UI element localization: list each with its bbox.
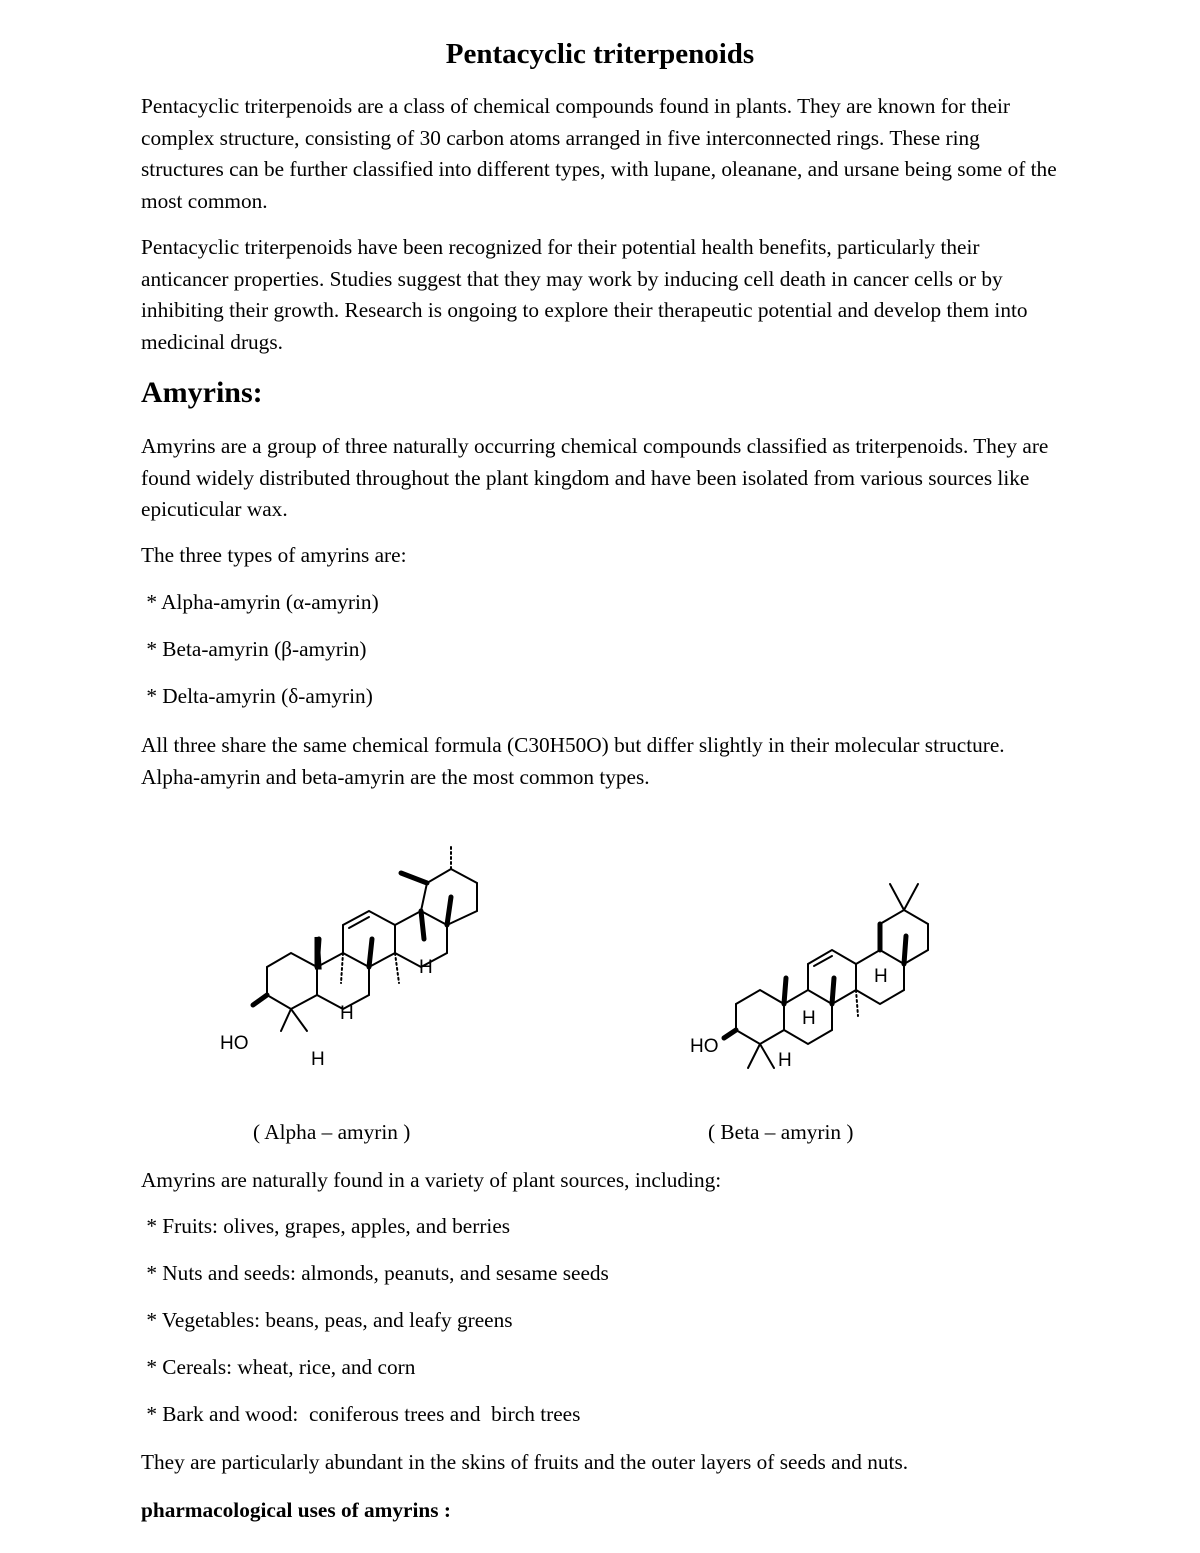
list-item-fruits: * Fruits: olives, grapes, apples, and berries	[141, 1214, 511, 1238]
beta-ho-label: HO	[690, 1036, 719, 1057]
section-heading-amyrins: Amyrins:	[141, 376, 263, 409]
formula-paragraph: All three share the same chemical formula (C30H50O) but differ slightly in their molecular structure. Alpha-amyrin and beta-amyrin are the most common types.	[141, 733, 1005, 789]
list-item-nuts: * Nuts and seeds: almonds, peanuts, and sesame seeds	[141, 1261, 609, 1285]
alpha-h-label-3: H	[419, 957, 433, 978]
pharmacology-heading: pharmacological uses of amyrins :	[141, 1498, 451, 1522]
list-item-delta: * Delta-amyrin (δ-amyrin)	[141, 684, 373, 708]
alpha-ho-label: HO	[220, 1033, 249, 1054]
sources-intro: Amyrins are naturally found in a variety of plant sources, including:	[141, 1168, 722, 1192]
amyrins-paragraph: Amyrins are a group of three naturally occurring chemical compounds classified as triterpenoids. They are found widely distributed throughout the plant kingdom and have been isolated from various sources like epicuticular wax.	[141, 434, 1049, 522]
alpha-amyrin-caption: ( Alpha – amyrin )	[253, 1120, 411, 1144]
intro-paragraph-1: Pentacyclic triterpenoids are a class of chemical compounds found in plants. They are known for their complex structure, consisting of 30 carbon atoms arranged in five interconnected rings. These ring structures can be further classified into different types, with lupane, oleanane, and ursane being some of the most common.	[141, 94, 1057, 214]
alpha-h-label-2: H	[340, 1003, 354, 1024]
alpha-amyrin-structure	[215, 855, 505, 1075]
intro-paragraph-2: Pentacyclic triterpenoids have been recognized for their potential health benefits, particularly their anticancer properties. Studies suggest that they may work by inducing cell death in cancer cells or by inhibiting their growth. Research is ongoing to explore their therapeutic potential and develop them into medicinal drugs.	[141, 235, 1028, 355]
list-item-cereals: * Cereals: wheat, rice, and corn	[141, 1355, 416, 1379]
beta-amyrin-structure	[690, 880, 950, 1080]
beta-h-label-1: H	[778, 1050, 792, 1071]
beta-h-label-3: H	[874, 966, 888, 987]
list-item-bark: * Bark and wood: coniferous trees and birch trees	[141, 1402, 581, 1426]
types-intro: The three types of amyrins are:	[141, 543, 407, 567]
beta-amyrin-caption: ( Beta – amyrin )	[708, 1120, 854, 1144]
sources-closing: They are particularly abundant in the skins of fruits and the outer layers of seeds and nuts.	[141, 1450, 909, 1474]
list-item-vegetables: * Vegetables: beans, peas, and leafy greens	[141, 1308, 513, 1332]
page-title: Pentacyclic triterpenoids	[445, 38, 755, 70]
beta-h-label-2: H	[802, 1008, 816, 1029]
list-item-alpha: * Alpha-amyrin (α-amyrin)	[141, 590, 379, 614]
list-item-beta: * Beta-amyrin (β-amyrin)	[141, 637, 367, 661]
alpha-h-label-1: H	[311, 1049, 325, 1070]
